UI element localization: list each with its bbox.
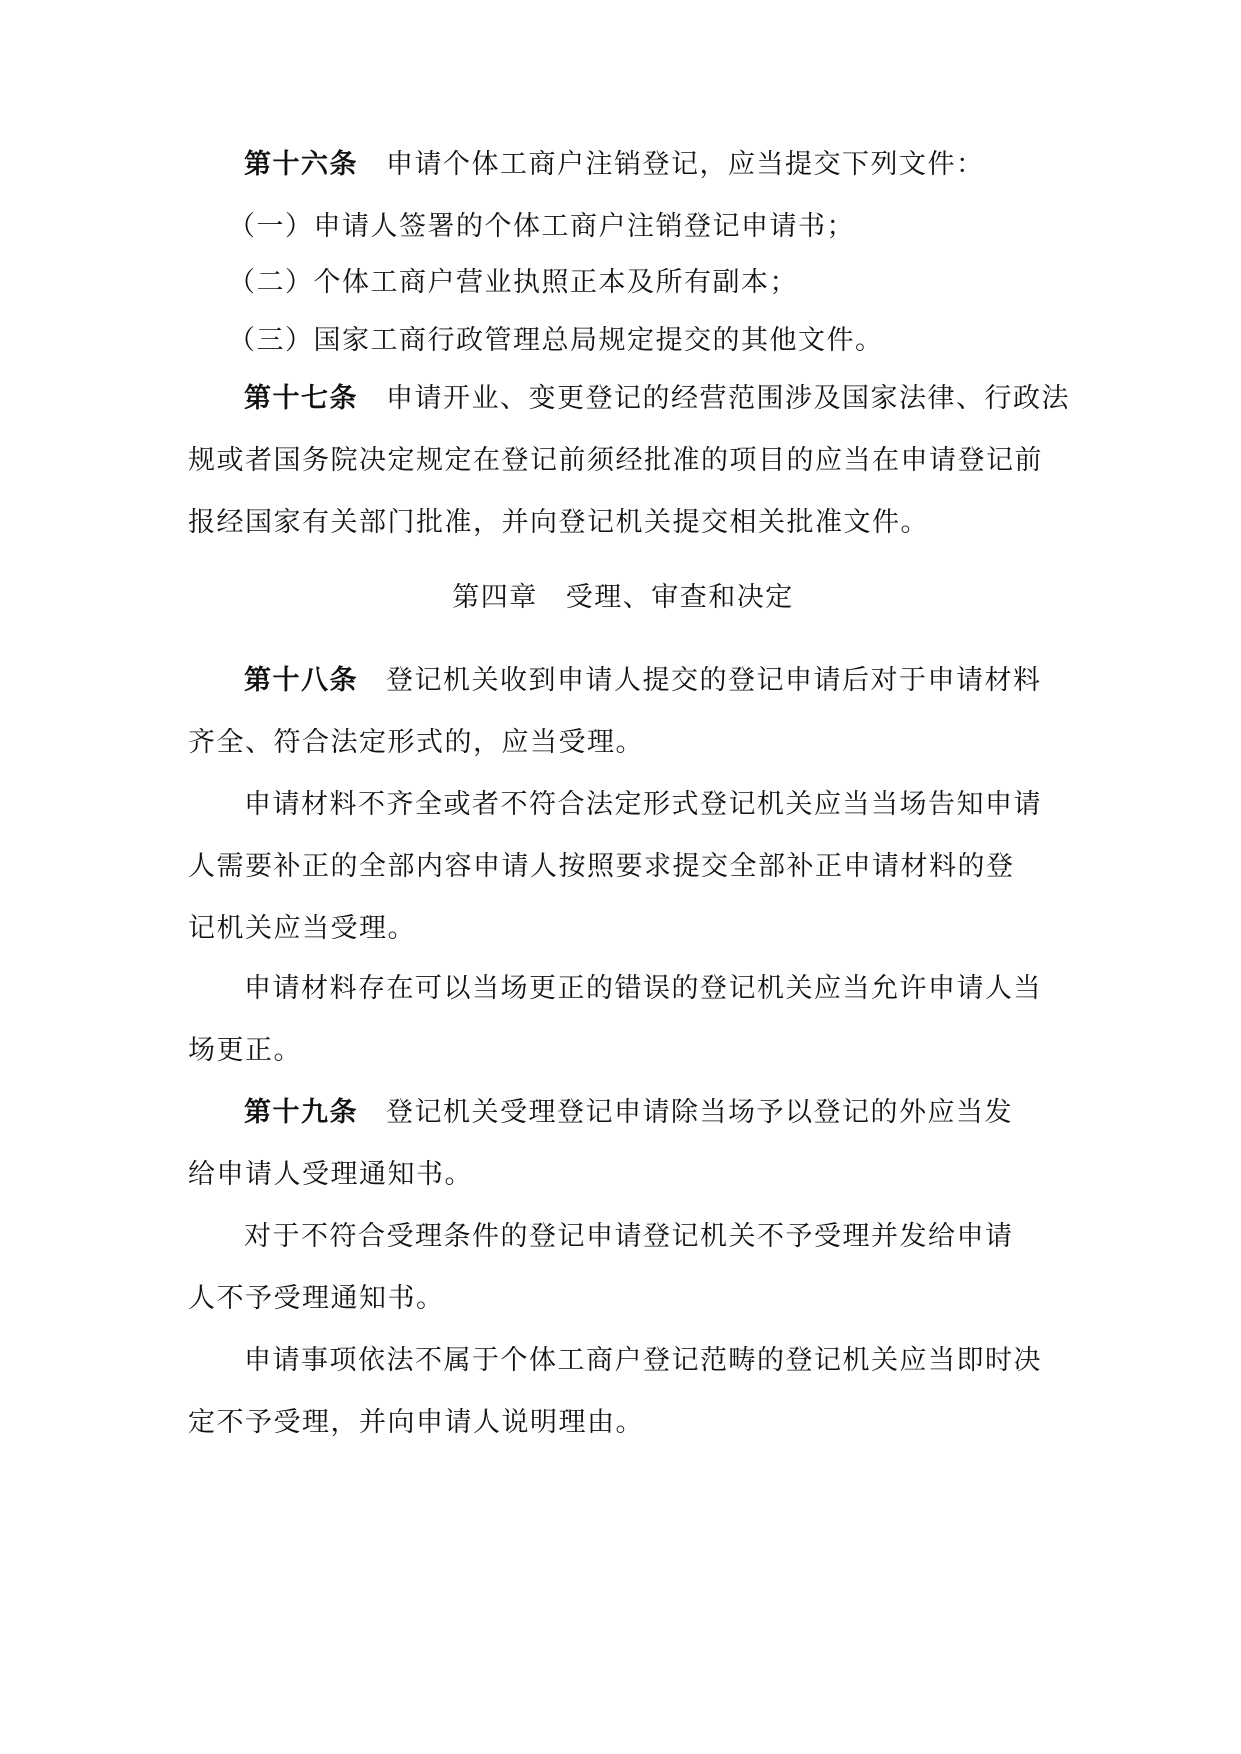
chapter-number: 第四章 bbox=[452, 582, 538, 613]
article-18 bbox=[188, 650, 1058, 774]
article-17-line-3: 报经国家有关部门批准，并向登记机关提交相关批准文件。 bbox=[188, 507, 929, 538]
article-16-number: 第十六条 bbox=[244, 149, 358, 180]
article-19-p2-line-1: 对于不符合受理条件的登记申请登记机关不予受理并发给申请 bbox=[244, 1221, 1014, 1252]
article-18-paragraph-2 bbox=[188, 774, 1058, 960]
article-18-p2-line-2: 人需要补正的全部内容申请人按照要求提交全部补正申请材料的登 bbox=[188, 851, 1015, 882]
article-18-p3-line-1: 申请材料存在可以当场更正的错误的登记机关应当允许申请人当 bbox=[244, 973, 1042, 1004]
article-19-number: 第十九条 bbox=[244, 1097, 358, 1128]
article-19 bbox=[188, 1082, 1058, 1206]
article-19-paragraph-3 bbox=[188, 1330, 1058, 1454]
article-19-p3-line-1: 申请事项依法不属于个体工商户登记范畴的登记机关应当即时决 bbox=[244, 1345, 1042, 1376]
article-19-line-2: 给申请人受理通知书。 bbox=[188, 1159, 473, 1190]
article-19-p3-line-2: 定不予受理，并向申请人说明理由。 bbox=[188, 1407, 644, 1438]
article-17 bbox=[188, 368, 1070, 554]
article-16-item-1: （一）申请人签署的个体工商户注销登记申请书； bbox=[228, 211, 855, 242]
article-18-p2-line-3: 记机关应当受理。 bbox=[188, 913, 416, 944]
article-18-paragraph-3 bbox=[188, 958, 1058, 1082]
chapter-title: 受理、审查和决定 bbox=[565, 582, 794, 613]
article-16-heading bbox=[188, 134, 1114, 196]
article-17-number: 第十七条 bbox=[244, 383, 358, 414]
article-18-line-2: 齐全、符合法定形式的，应当受理。 bbox=[188, 727, 644, 758]
article-18-p2-line-1: 申请材料不齐全或者不符合法定形式登记机关应当当场告知申请 bbox=[244, 789, 1042, 820]
article-16-item-3: （三）国家工商行政管理总局规定提交的其他文件。 bbox=[228, 325, 884, 356]
article-18-p3-line-2: 场更正。 bbox=[188, 1035, 302, 1066]
article-16-text: 申请个体工商户注销登记，应当提交下列文件： bbox=[386, 149, 985, 180]
article-17-line-2: 规或者国务院决定规定在登记前须经批准的项目的应当在申请登记前 bbox=[188, 445, 1043, 476]
article-16-item-2: （二）个体工商户营业执照正本及所有副本； bbox=[228, 267, 798, 298]
article-19-p2-line-2: 人不予受理通知书。 bbox=[188, 1283, 445, 1314]
article-18-number: 第十八条 bbox=[244, 665, 358, 696]
article-19-paragraph-2 bbox=[188, 1206, 1058, 1330]
article-19-line-1: 登记机关受理登记申请除当场予以登记的外应当发 bbox=[386, 1097, 1013, 1128]
document-page bbox=[188, 0, 1070, 1754]
article-18-line-1: 登记机关收到申请人提交的登记申请后对于申请材料 bbox=[386, 665, 1042, 696]
chapter-heading bbox=[188, 567, 1058, 629]
article-17-line-1: 申请开业、变更登记的经营范围涉及国家法律、行政法 bbox=[386, 383, 1070, 414]
